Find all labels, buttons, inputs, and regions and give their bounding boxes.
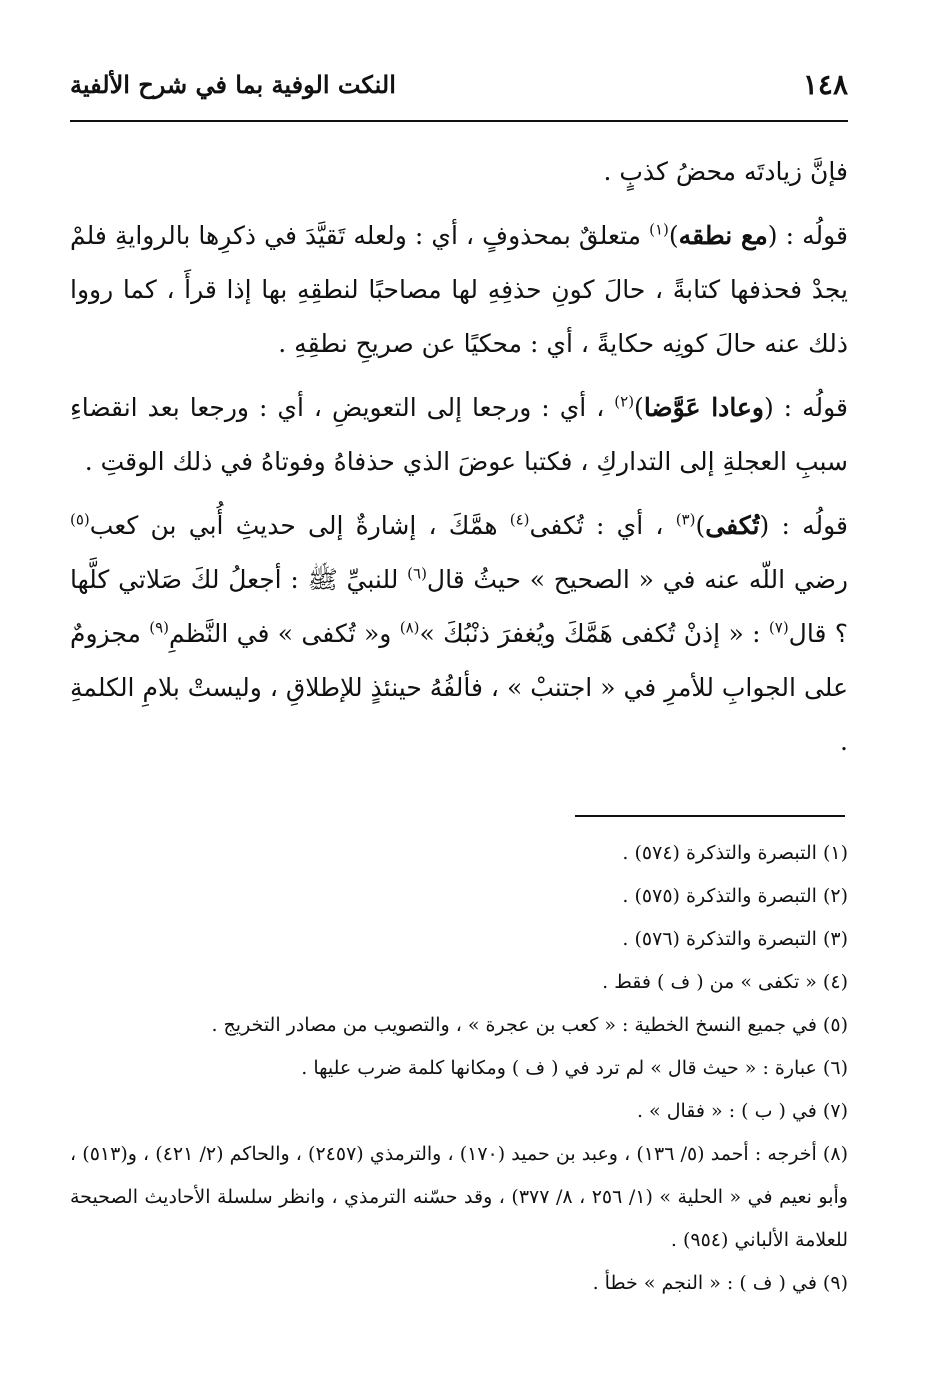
footnote-separator (575, 815, 845, 817)
page-number: ١٤٨ (802, 68, 848, 101)
paragraph-4 (70, 499, 848, 769)
footnote-3: (٣) التبصرة والتذكرة (٥٧٦) . (622, 928, 848, 950)
footnote-ref: (٥) (70, 510, 90, 529)
footnote-6: (٦) عبارة : « حيث قال » لم ترد في ( ف ) ومكانها كلمة ضرب عليها . (301, 1057, 848, 1079)
paragraph-4-text: همَّكَ ، إشارةٌ إلى حديثِ أُبي بن كعب (89, 511, 510, 540)
footnote-ref: (٣) (675, 510, 696, 529)
quote-close: ) (634, 393, 644, 422)
paragraph-4-text: للنبيِّ ﷺ : أجعلُ لكَ صَلاتي كلَّها ؟ قال (70, 565, 849, 648)
footnote-8: (٨) أخرجه : أحمد (٥/ ١٣٦) ، وعبد بن حميد (١٧٠) ، والترمذي (٢٤٥٧) ، والحاكم (٢/ ٤٢١) ، و(٥١٣) ، وأبو نعيم في « الحلية » (١/ ٢٥٦ ، ٨/ ٣٧٧) ، وقد حسّنه الترمذي ، وانظر سلسلة الأحاديث الصحيحة للعلامة الألباني (٩٥٤) . (70, 1143, 848, 1251)
quoted-phrase: وعادا عَوَّضا (643, 393, 764, 422)
paragraph-3-text: ، أي : ورجعا إلى التعويضِ ، أي : ورجعا بعد انقضاءِ سببِ العجلةِ إلى التداركِ ، فكتبا عوضَ الذي حذفاهُ وفوتاهُ في ذلك الوقتِ . (70, 393, 848, 476)
quoted-phrase: تُكفى (705, 511, 760, 540)
paragraph-2-text: متعلقٌ بمحذوفٍ ، أي : ولعله تَقيَّدَ في ذكرِها بالروايةِ فلمْ يجدْ فحذفها كتابةً ، حالَ كونِ حذفِهِ لها مصاحبًا لنطقِهِ بها إذا قرأَ ، كما رووا ذلك عنه حالَ كونِه حكايةً ، أي : محكيًا عن صريحِ نطقِهِ . (70, 221, 848, 358)
footnote-5: (٥) في جميع النسخ الخطية : « كعب بن عجرة » ، والتصويب من مصادر التخريج . (211, 1014, 848, 1036)
footnote-7: (٧) في ( ب ) : « فقال » . (636, 1100, 848, 1122)
quote-close: ) (695, 511, 706, 540)
quote-lead: قولُه : ( (763, 393, 848, 422)
paragraph-1-text: فإنَّ زيادتَه محضُ كذبٍ . (603, 157, 848, 186)
footnote-ref: (٦) (407, 564, 427, 583)
quote-close: ) (668, 221, 679, 250)
footnote-9: (٩) في ( ف ) : « النجم » خطأ . (592, 1272, 848, 1294)
footnote-4: (٤) « تكفى » من ( ف ) فقط . (602, 971, 848, 993)
footnote-1: (١) التبصرة والتذكرة (٥٧٤) . (622, 842, 848, 864)
paragraph-4-text: و« تُكفى » في النَّظمِ (169, 619, 400, 648)
footnote-ref: (٢) (614, 392, 635, 411)
quote-lead: قولُه : ( (767, 221, 848, 250)
footnote-ref: (٨) (399, 618, 420, 637)
footnote-2: (٢) التبصرة والتذكرة (٥٧٥) . (622, 885, 848, 907)
page-header (70, 58, 848, 122)
paragraph-1 (70, 145, 848, 199)
paragraph-4-text: رضي اللّه عنه في « الصحيح » حيثُ قال (426, 565, 848, 594)
paragraph-3 (70, 381, 848, 489)
main-text (70, 145, 848, 779)
running-title: النكت الوفية بما في شرح الألفية (70, 70, 396, 99)
footnote-ref: (٧) (768, 618, 789, 637)
paragraph-4-text: : « إذنْ تُكفى هَمَّكَ ويُغفرَ ذنْبُكَ » (419, 619, 769, 648)
footnote-ref: (٤) (509, 510, 530, 529)
quoted-phrase: مع نطقه (678, 221, 768, 250)
paragraph-4-text: مجزومٌ على الجوابِ للأمرِ في « اجتنبْ » ، فألفُهُ حينئذٍ للإطلاقِ ، وليستْ بلامِ الكلمةِ . (70, 619, 848, 756)
paragraph-2 (70, 209, 848, 371)
paragraph-4-text: ، أي : تُكفى (529, 511, 676, 540)
footnote-ref: (١) (649, 220, 669, 239)
footnote-ref: (٩) (149, 618, 170, 637)
footnotes (70, 832, 848, 1305)
quote-lead: قولُه : ( (759, 511, 848, 540)
